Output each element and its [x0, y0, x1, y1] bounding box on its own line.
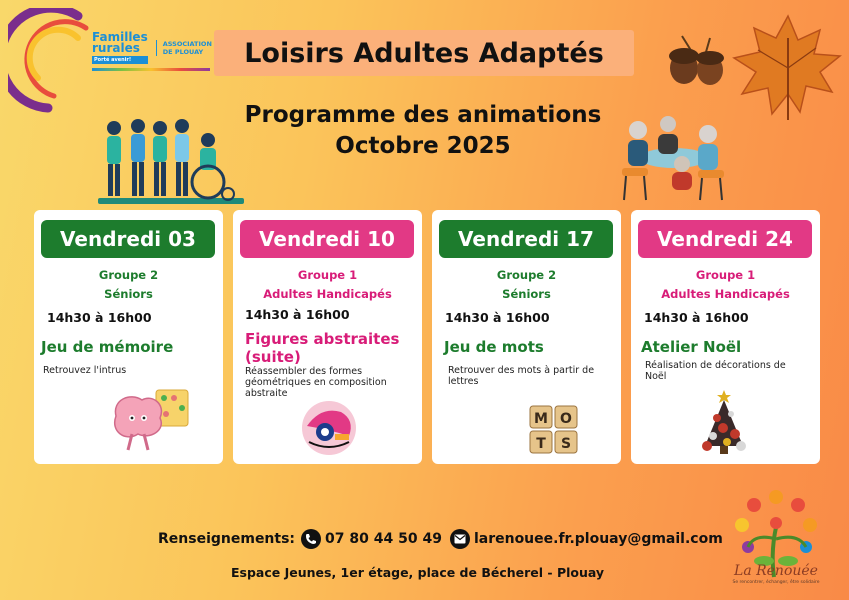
tile-letter: M: [534, 411, 548, 427]
logo-color-bar: [92, 68, 210, 71]
tile-letter: S: [560, 436, 572, 452]
card-time: 14h30 à 16h00: [47, 310, 152, 325]
org-name: La Renouée: [734, 563, 818, 579]
card-activity: Jeu de mots: [444, 338, 544, 356]
card-group-line1: Groupe 2: [98, 268, 159, 282]
phone-icon: [301, 529, 321, 549]
logo-assoc-line1: ASSOCIATION: [162, 40, 212, 48]
org-tagline: Se rencontrer, échanger, être solidaire: [732, 580, 820, 585]
people-group-illustration: [96, 114, 246, 206]
email-address: larenouee.fr.plouay@gmail.com: [473, 531, 723, 547]
address: Espace Jeunes, 1er étage, place de Bécherel - Plouay: [231, 565, 605, 580]
logo-assoc-line2: DE PLOUAY: [162, 48, 204, 56]
page-title: Loisirs Adultes Adaptés: [244, 37, 604, 69]
email-contact[interactable]: [450, 529, 723, 549]
card-description: Réassembler des formes géométriques en composition abstraite: [245, 366, 387, 399]
card-description: Réalisation de décorations de Noël: [645, 360, 786, 382]
card-group-line1: Groupe 1: [297, 268, 358, 282]
logo-brand-line2: rurales: [92, 41, 140, 55]
card-group-line2: Séniors: [502, 287, 551, 301]
card-time: 14h30 à 16h00: [644, 310, 749, 325]
email-icon: [450, 529, 470, 549]
card-group-line2: Adultes Handicapés: [263, 287, 392, 301]
card-group: [432, 266, 621, 304]
activity-card-1: [34, 210, 223, 464]
tile-letter: O: [560, 411, 572, 427]
seniors-playing-cards-illustration: [612, 112, 732, 204]
card-day: Vendredi 03: [41, 220, 215, 258]
activity-cards: [32, 210, 820, 464]
contact-info: [158, 529, 723, 549]
card-group: [631, 266, 820, 304]
maple-leaf-icon: [728, 8, 846, 126]
activity-card-3: [432, 210, 621, 464]
title-banner: [214, 30, 634, 76]
card-group-line2: Adultes Handicapés: [661, 287, 790, 301]
familles-rurales-logo: [92, 32, 212, 64]
card-activity: Atelier Noël: [641, 338, 742, 356]
card-day: Vendredi 17: [439, 220, 613, 258]
card-group-line2: Séniors: [104, 287, 153, 301]
activity-card-4: [631, 210, 820, 464]
card-time: 14h30 à 16h00: [445, 310, 550, 325]
activity-card-2: [233, 210, 422, 464]
phone-contact[interactable]: [301, 529, 442, 549]
card-activity-line2: (suite): [245, 348, 301, 366]
card-activity: Jeu de mémoire: [41, 338, 174, 356]
phone-number: 07 80 44 50 49: [325, 531, 442, 547]
card-time: 14h30 à 16h00: [245, 307, 350, 322]
page-subtitle: [190, 100, 656, 162]
subtitle-line1: Programme des animations: [244, 102, 602, 128]
card-activity-line1: Figures abstraites: [245, 330, 400, 348]
subtitle-line2: Octobre 2025: [335, 133, 511, 159]
card-description: Retrouver des mots à partir de lettres: [448, 365, 595, 387]
acorns-icon: [662, 30, 732, 90]
abstract-art-icon: [301, 400, 357, 456]
info-label: Renseignements:: [158, 531, 296, 547]
card-day: Vendredi 10: [240, 220, 414, 258]
brain-icon: [106, 386, 194, 454]
letter-tiles-icon: [528, 404, 580, 456]
logo-brand-line1: Familles: [92, 30, 148, 44]
tile-letter: T: [536, 436, 546, 452]
card-group-line1: Groupe 2: [496, 268, 557, 282]
card-description: Retrouvez l'intrus: [43, 365, 127, 376]
christmas-tree-icon: [693, 388, 755, 458]
card-day: Vendredi 24: [638, 220, 812, 258]
card-group-line1: Groupe 1: [695, 268, 756, 282]
card-group: [233, 266, 422, 304]
card-group: [34, 266, 223, 304]
logo-brand-sub: Porté avenir!: [92, 56, 148, 64]
card-activity: [245, 330, 399, 366]
